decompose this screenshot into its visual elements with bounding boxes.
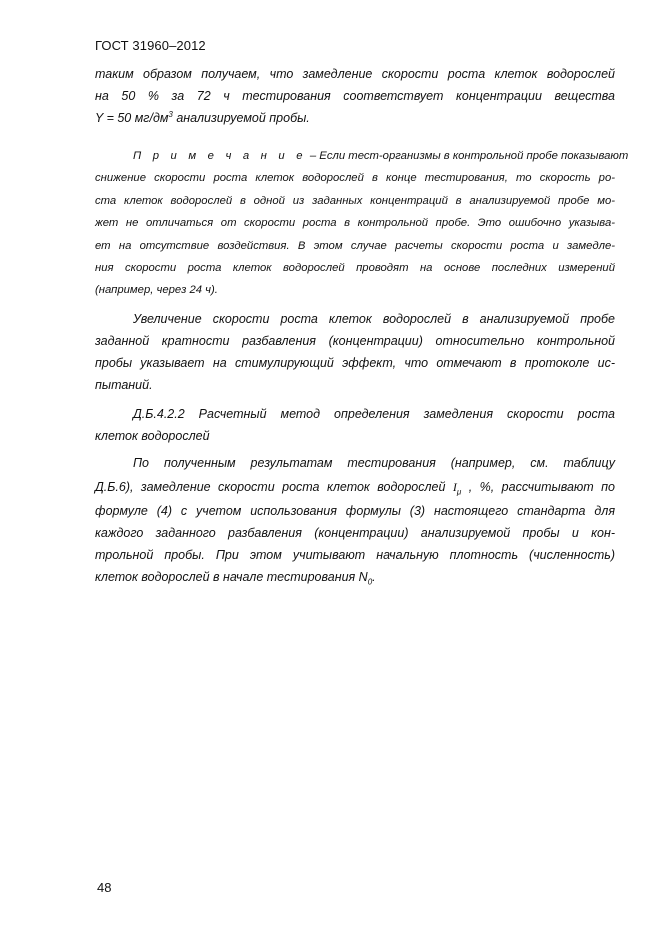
paragraph-stimulation — [95, 308, 615, 396]
paragraph-calculation — [95, 452, 615, 588]
document-code: ГОСТ 31960–2012 — [95, 38, 206, 53]
note-block — [95, 145, 629, 302]
text-line: на 50 % за 72 ч тестирования соответствует концентрации вещества — [95, 89, 615, 103]
text-line: Увеличение скорости роста клеток водорослей в анализируемой пробе — [133, 312, 615, 326]
note-label: П р и м е ч а н и е — [133, 150, 307, 162]
section-heading — [95, 403, 615, 447]
note-line: (например, через 24 ч). — [95, 284, 218, 297]
text-line: По полученным результатам тестирования (например, см. таблицу — [133, 456, 615, 470]
page-number: 48 — [97, 880, 112, 895]
heading-line: клеток водорослей — [95, 429, 210, 443]
note-line: снижение скорости роста клеток водорослей в конце тестирования, то скорость ро- — [95, 172, 615, 185]
text-line: пытаний. — [95, 378, 153, 392]
inhibition-symbol: I — [452, 480, 457, 494]
text-line: каждого заданного разбавления (концентрации) анализируемой пробы и кон- — [95, 526, 615, 540]
text-line: трольной пробы. При этом учитывают начальную плотность (численность) — [95, 548, 615, 562]
note-line: ет на отсутствие воздействия. В этом случае расчеты скорости роста и замедле- — [95, 239, 615, 252]
text-line: клеток водорослей в начале тестирования $N_0$. — [95, 570, 376, 587]
text-line: Y = 50 $мг/дм^3$ анализируемой пробы. — [95, 109, 310, 125]
heading-line: Д.Б.4.2.2 Расчетный метод определения замедления скорости роста — [133, 407, 615, 421]
paragraph-result — [95, 63, 615, 129]
note-line: ста клеток водорослей в одной из заданных концентраций в анализируемой пробе мо- — [95, 194, 615, 207]
note-line: П р и м е ч а н и е – Если тест-организмы в контрольной пробе показывают — [133, 150, 629, 162]
note-line: ния скорости роста клеток водорослей проводят на основе последних измерений — [95, 261, 615, 274]
text-line: формуле (4) с учетом использования формулы (3) настоящего стандарта для — [95, 504, 615, 518]
text-line: Д.Б.6), замедление скорости роста клеток водорослей $I_\mu$ , %, рассчитывают по — [95, 480, 615, 497]
text-line: пробы указывает на стимулирующий эффект, что отмечают в протоколе ис- — [95, 356, 615, 370]
text-line: заданной кратности разбавления (концентрации) относительно контрольной — [95, 334, 615, 348]
text-line: таким образом получаем, что замедление скорости роста клеток водорослей — [95, 67, 615, 81]
note-line: жет не отличаться от скорости роста в контрольной пробе. Это ошибочно указыва- — [95, 217, 615, 230]
